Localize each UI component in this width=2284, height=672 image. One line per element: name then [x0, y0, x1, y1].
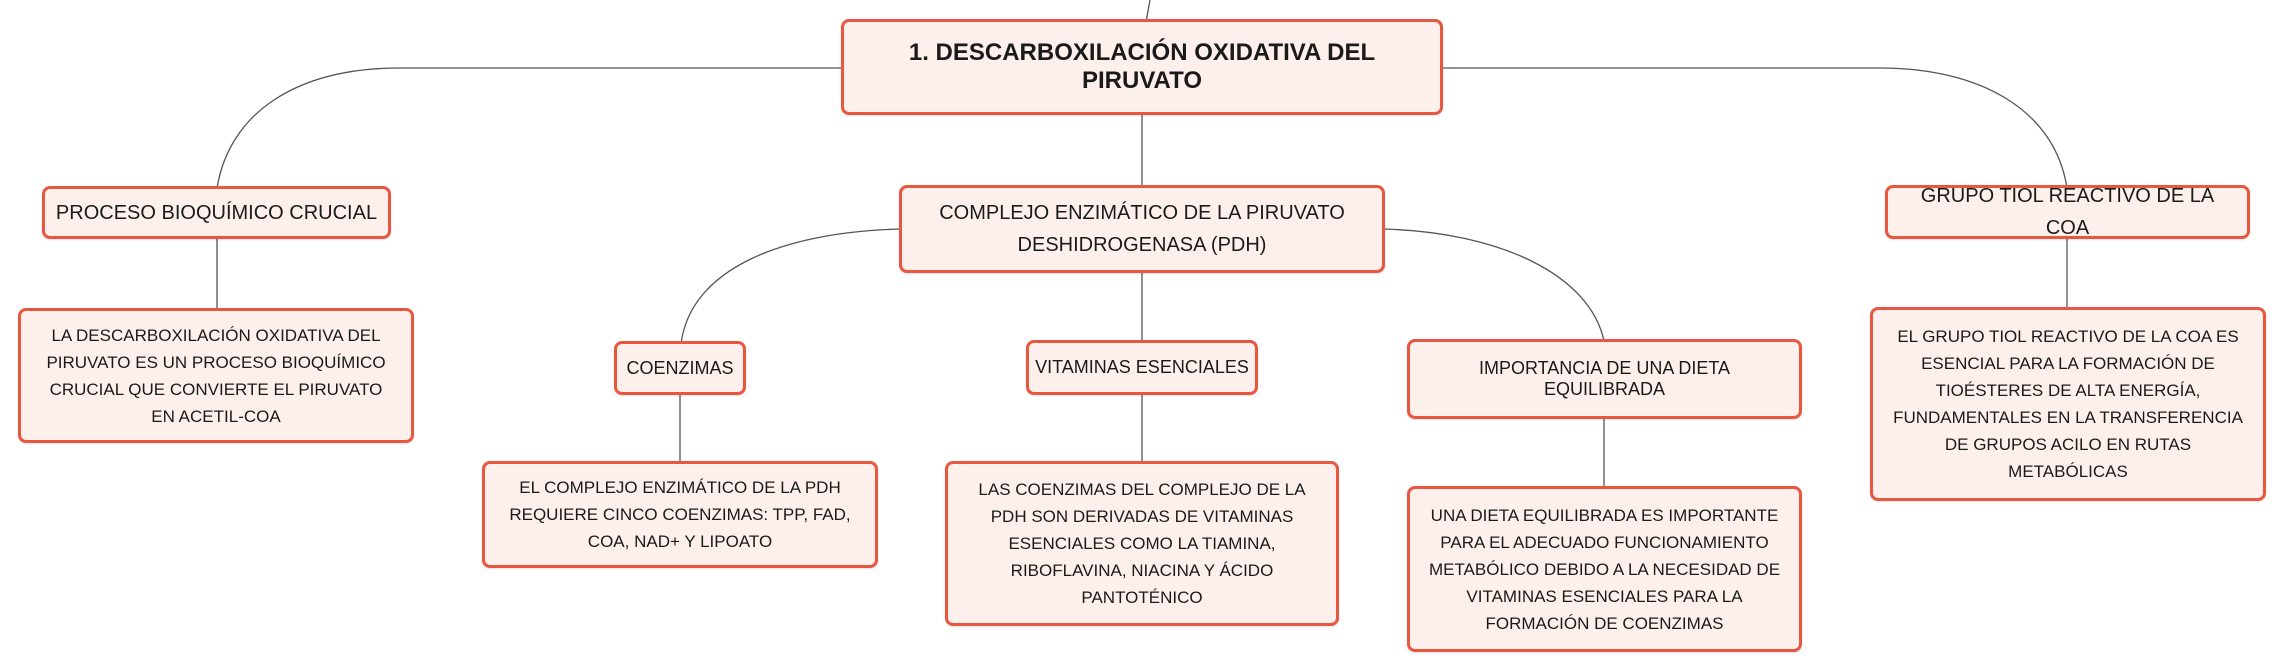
subtopic-dieta[interactable] [1407, 339, 1802, 419]
detail-dieta-text: UNA DIETA EQUILIBRADA ES IMPORTANTE PARA EL ADECUADO FUNCIONAMIENTO METABÓLICO DEBIDO A LA NECESIDAD DE VITAMINAS ESENCIALES PARA LA FORMACIÓN DE COENZIMAS [1428, 505, 1781, 633]
subtopic-coenzimas[interactable] [614, 341, 746, 395]
detail-proceso-bioquimico-text: LA DESCARBOXILACIÓN OXIDATIVA DEL PIRUVATO ES UN PROCESO BIOQUÍMICO CRUCIAL QUE CONVIERTE EL PIRUVATO EN ACETIL-COA [46, 325, 386, 426]
detail-coenzimas-text: EL COMPLEJO ENZIMÁTICO DE LA PDH REQUIERE CINCO COENZIMAS: TPP, FAD, COA, NAD+ Y LIPOATO [509, 478, 851, 551]
detail-grupo-tiol-text: EL GRUPO TIOL REACTIVO DE LA COA ES ESENCIAL PARA LA FORMACIÓN DE TIOÉSTERES DE ALTA ENERGÍA, FUNDAMENTALES EN LA TRANSFERENCIA DE GRUPOS ACILO EN RUTAS METABÓLICAS [1893, 327, 2243, 481]
central-topic-label: 1. DESCARBOXILACIÓN OXIDATIVA DEL PIRUVATO [908, 39, 1376, 94]
subtopic-coenzimas-label: COENZIMAS [626, 357, 734, 378]
subtopic-dieta-label: IMPORTANCIA DE UNA DIETA EQUILIBRADA [1478, 358, 1731, 399]
connector-central-left [217, 68, 841, 188]
detail-vitaminas-text: LAS COENZIMAS DEL COMPLEJO DE LA PDH SON DERIVADAS DE VITAMINAS ESENCIALES COMO LA TIAMINA, RIBOFLAVINA, NIACINA Y ÁCIDO PANTOTÉNICO [978, 480, 1306, 607]
subtopic-vitaminas[interactable] [1026, 340, 1258, 395]
central-topic-node[interactable] [841, 19, 1443, 115]
detail-proceso-bioquimico[interactable] [18, 308, 414, 443]
detail-vitaminas[interactable] [945, 461, 1339, 626]
detail-grupo-tiol[interactable] [1870, 307, 2266, 501]
connector-central-right [1443, 68, 2067, 188]
connector-center-coenzimas [681, 229, 901, 344]
topic-complejo-pdh-label: COMPLEJO ENZIMÁTICO DE LA PIRUVATO DESHIDROGENASA (PDH) [939, 202, 1345, 256]
detail-dieta[interactable] [1407, 486, 1802, 652]
connector-center-dieta [1383, 229, 1604, 341]
topic-grupo-tiol-label: GRUPO TIOL REACTIVO DE LA COA [1920, 185, 2215, 239]
topic-complejo-pdh[interactable] [899, 185, 1385, 273]
topic-proceso-bioquimico[interactable] [42, 186, 391, 239]
topic-grupo-tiol[interactable] [1885, 185, 2250, 239]
detail-coenzimas[interactable] [482, 461, 878, 568]
topic-proceso-bioquimico-label: PROCESO BIOQUÍMICO CRUCIAL [55, 201, 378, 224]
subtopic-vitaminas-label: VITAMINAS ESENCIALES [1035, 357, 1249, 377]
